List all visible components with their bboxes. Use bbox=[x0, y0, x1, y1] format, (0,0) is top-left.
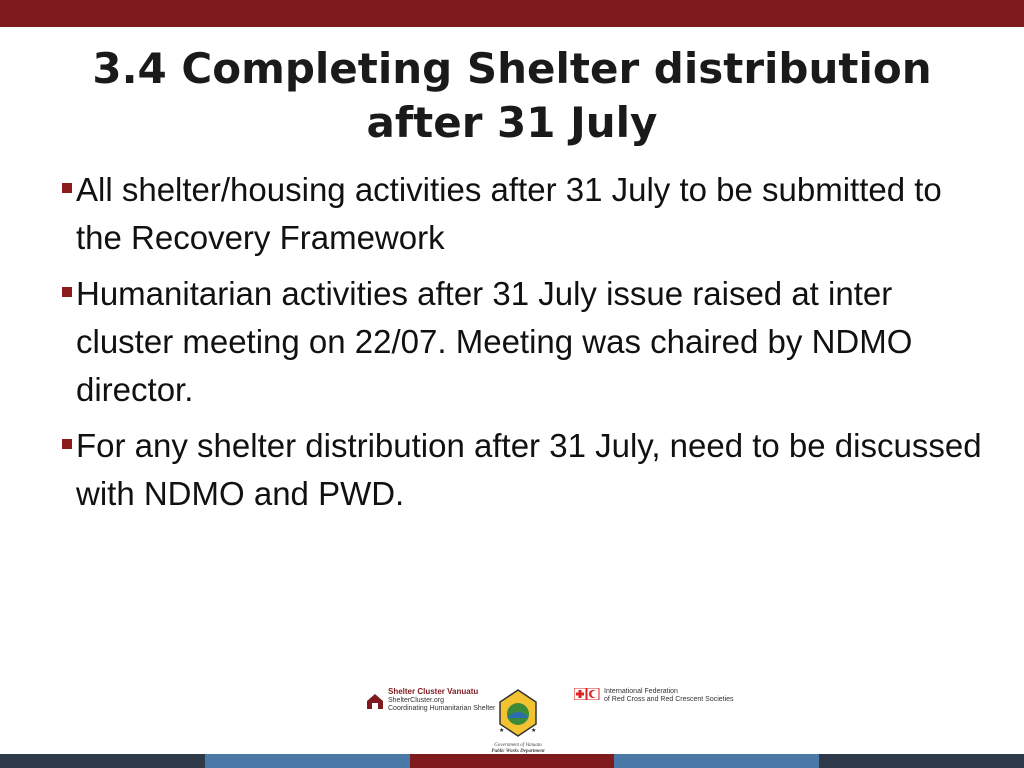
red-cross-crescent-icon bbox=[574, 688, 600, 700]
ifrc-line2: of Red Cross and Red Crescent Societies bbox=[604, 696, 734, 703]
top-accent-bar bbox=[0, 0, 1024, 27]
shelter-cluster-url: ShelterCluster.org bbox=[388, 697, 445, 704]
pwd-caption-line1: Government of Vanuatu bbox=[494, 743, 542, 748]
bottom-bar-segment bbox=[819, 754, 1024, 768]
bottom-bar-segment bbox=[614, 754, 819, 768]
public-works-logo bbox=[478, 688, 558, 755]
bottom-bar-segment bbox=[205, 754, 410, 768]
bullet-item bbox=[60, 166, 990, 262]
bullet-list bbox=[60, 166, 990, 526]
square-bullet-icon bbox=[62, 439, 72, 449]
pwd-emblem-icon bbox=[494, 688, 542, 738]
shelter-cluster-tagline: Coordinating Humanitarian Shelter bbox=[388, 705, 496, 712]
bullet-text: All shelter/housing activities after 31 July to be submitted to the Recovery Framework bbox=[76, 171, 942, 256]
svg-text:★: ★ bbox=[499, 728, 505, 734]
logo-strip bbox=[0, 684, 1024, 754]
pwd-caption-line2: Public Works Department bbox=[491, 749, 545, 754]
bottom-bar-segment bbox=[410, 754, 614, 768]
bullet-item bbox=[60, 270, 990, 414]
house-icon bbox=[366, 692, 384, 710]
bullet-text: Humanitarian activities after 31 July issue raised at inter cluster meeting on 22/07. Meeting was chaired by NDMO director. bbox=[76, 275, 913, 408]
shelter-cluster-name: Shelter Cluster Vanuatu bbox=[388, 687, 479, 696]
shelter-cluster-logo bbox=[366, 688, 495, 713]
svg-text:★: ★ bbox=[531, 728, 537, 734]
square-bullet-icon bbox=[62, 287, 72, 297]
ifrc-line1: International Federation bbox=[604, 688, 678, 695]
bottom-accent-bar bbox=[0, 754, 1024, 768]
bullet-item bbox=[60, 422, 990, 518]
ifrc-logo bbox=[574, 688, 734, 704]
slide-title: 3.4 Completing Shelter distribution after 31 July bbox=[92, 44, 932, 147]
bullet-text: For any shelter distribution after 31 July, need to be discussed with NDMO and PWD. bbox=[76, 427, 982, 512]
square-bullet-icon bbox=[62, 183, 72, 193]
bottom-bar-segment bbox=[0, 754, 205, 768]
